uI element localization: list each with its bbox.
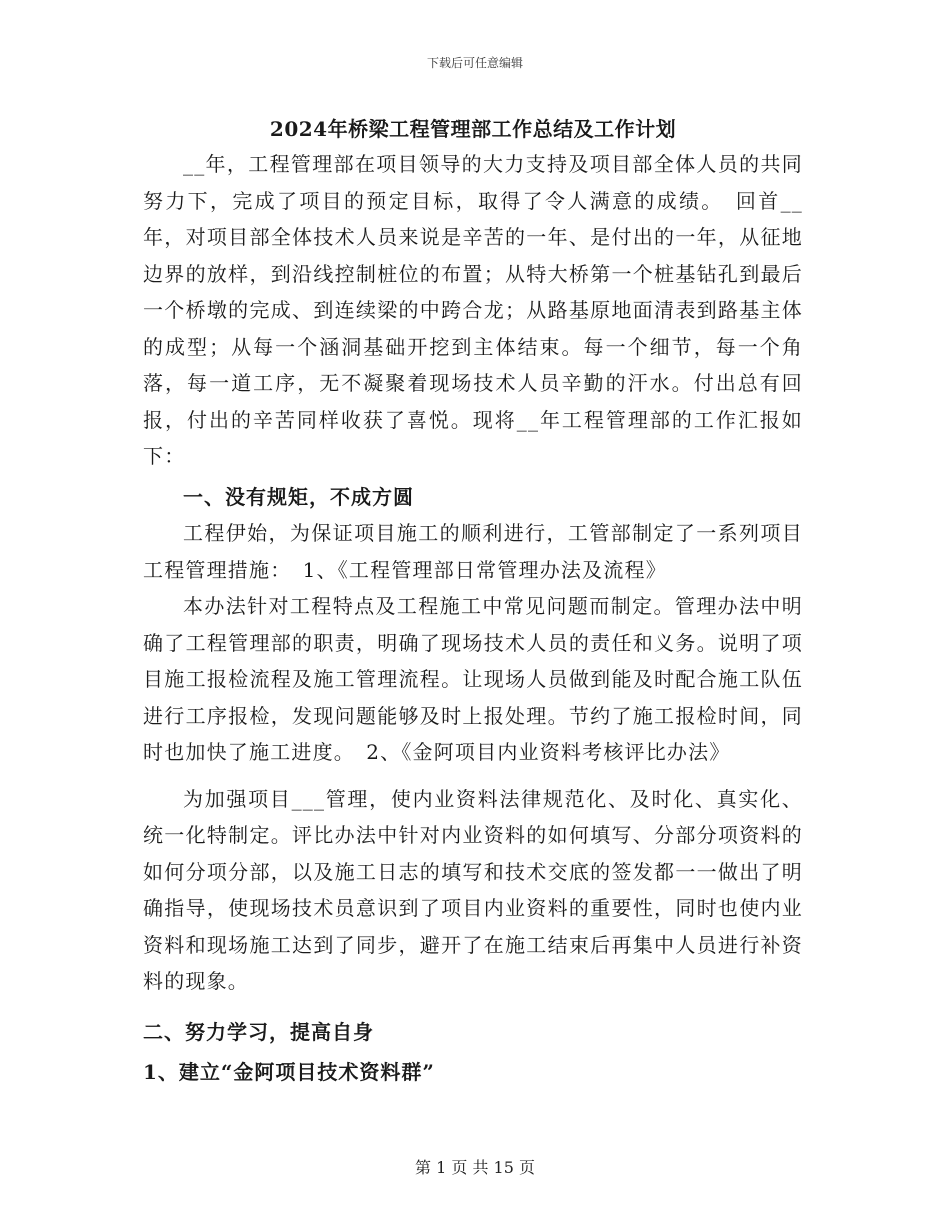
paragraph-intro: __年，工程管理部在项目领导的大力支持及项目部全体人员的共同努力下，完成了项目的预定目标，取得了令人满意的成绩。 回首__年，对项目部全体技术人员来说是辛苦的一年、是付出的一年，从征地边界的放样，到沿线控制桩位的布置；从特大桥第一个桩基钻孔到最后一个桥墩的完成、到连续梁的中跨合龙；从路基原地面清表到路基主体的成型；从每一个涵洞基础开挖到主体结束。每一个细节，每一个角落，每一道工序，无不凝聚着现场技术人员辛勤的汗水。付出总有回报，付出的辛苦同样收获了喜悦。现将__年工程管理部的工作汇报如下：: [143, 152, 803, 468]
paragraph-management-method: 本办法针对工程特点及工程施工中常见问题而制定。管理办法中明确了工程管理部的职责，明确了现场技术人员的责任和义务。说明了项目施工报检流程及施工管理流程。让现场人员做到能及时配合施工队伍进行工序报检，发现问题能够及时上报处理。节约了施工报检时间，同时也加快了施工进度。 2、《金阿项目内业资料考核评比办法》: [143, 594, 803, 764]
spacer: [143, 771, 803, 781]
paragraph-measures: 工程伊始，为保证项目施工的顺利进行，工管部制定了一系列项目工程管理措施： 1、《工程管理部日常管理办法及流程》: [143, 521, 803, 582]
page-number: 第 1 页 共 15 页: [415, 1158, 535, 1177]
spacer: [143, 1000, 803, 1010]
header-note: 下载后可任意编辑: [426, 56, 523, 70]
document-body: [143, 112, 803, 1091]
section-heading-1: 一、没有规矩，不成方圆: [183, 484, 414, 509]
document-title: 2024年桥梁工程管理部工作总结及工作计划: [269, 117, 677, 141]
subsection-heading-1: 1、建立“金阿项目技术资料群”: [143, 1060, 435, 1084]
paragraph-evaluation-method: 为加强项目___管理，使内业资料法律规范化、及时化、真实化、统一化特制定。评比办法中针对内业资料的如何填写、分部分项资料的如何分项分部，以及施工日志的填写和技术交底的签发都一一做出了明确指导，使现场技术员意识到了项目内业资料的重要性，同时也使内业资料和现场施工达到了同步，避开了在施工结束后再集中人员进行补资料的现象。: [143, 786, 803, 993]
section-heading-2: 二、努力学习，提高自身: [143, 1019, 374, 1044]
